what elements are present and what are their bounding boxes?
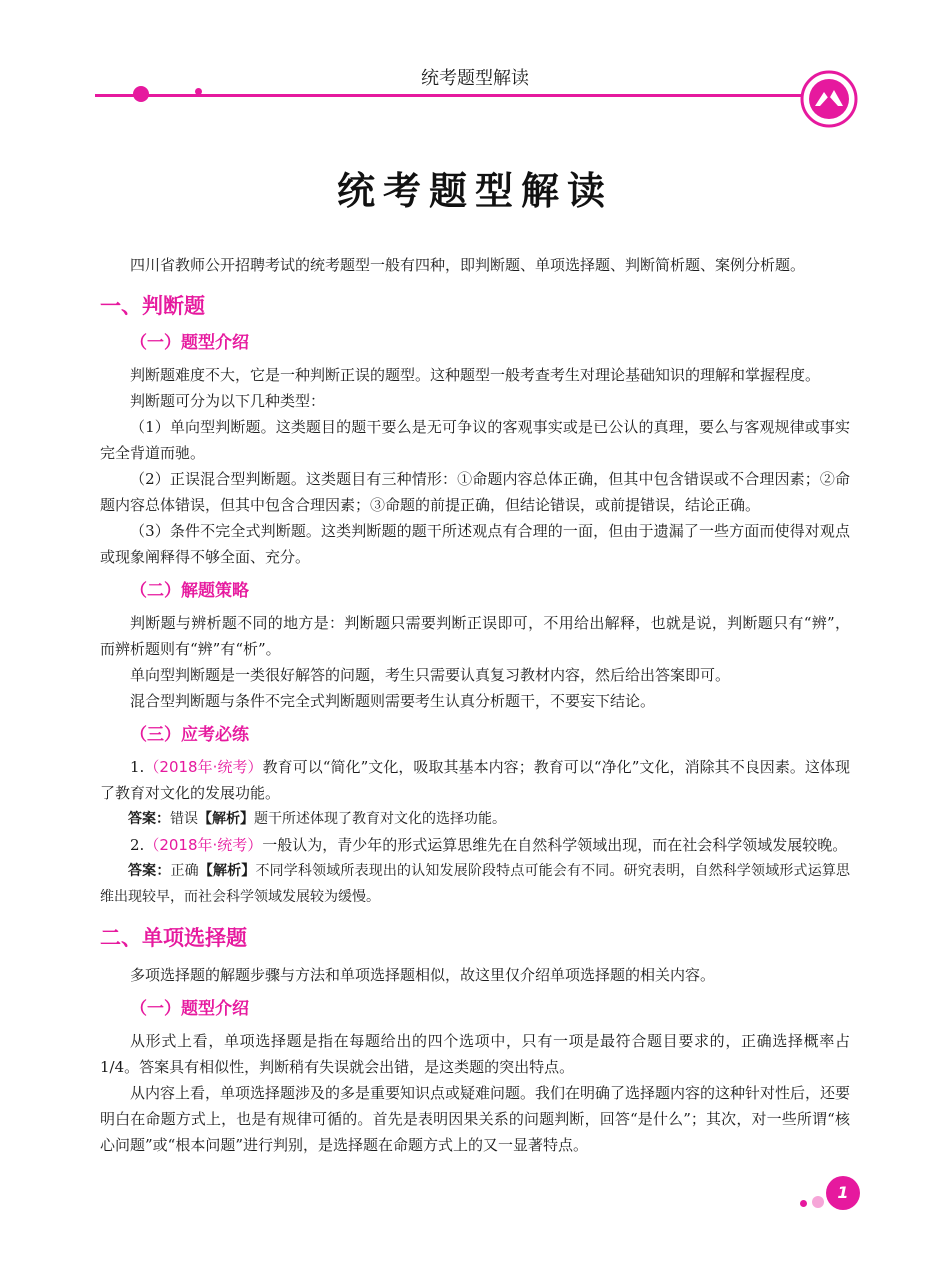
running-header: 统考题型解读 [421, 68, 529, 89]
footer-dot-small [800, 1200, 807, 1207]
paragraph: 判断题难度不大，它是一种判断正误的题型。这种题型一般考查考生对理论基础知识的理解和掌握程度。 [130, 366, 821, 384]
question-number: 2. [130, 836, 145, 854]
analysis-text: 不同学科领域所表现出的认知发展阶段特点可能会有不同。研究表明，自然科学领域形式运算思维出现较早，而社会科学领域发展较为缓慢。 [100, 863, 851, 905]
question-number: 1. [130, 758, 145, 776]
subheading-strategy: （二）解题策略 [130, 581, 249, 601]
paragraph: 从内容上看，单项选择题涉及的多是重要知识点或疑难问题。我们在明确了选择题内容的这种针对性后，还要明白在命题方式上，也是有规律可循的。首先是表明因果关系的问题判断，回答“是什么”；其次，对一些所谓“核心问题”或“根本问题”进行判别，是选择题在命题方式上的又一显著特点。 [100, 1084, 851, 1154]
paragraph: 混合型判断题与条件不完全式判断题则需要考生认真分析题干，不要妄下结论。 [130, 692, 656, 710]
analysis-text: 题干所述体现了教育对文化的选择功能。 [254, 811, 506, 827]
answer-value: 错误 [170, 811, 198, 827]
answer-value: 正确 [170, 863, 199, 879]
question-1 [100, 754, 850, 806]
paragraph: （3）条件不完全式判断题。这类判断题的题干所述观点有合理的一面，但由于遗漏了一些方面而使得对观点或现象阐释得不够全面、充分。 [100, 522, 850, 566]
subheading-type-intro-2: （一）题型介绍 [130, 999, 249, 1019]
header-rule [95, 94, 805, 97]
header-dot-small [195, 88, 202, 95]
paragraph: （2）正误混合型判断题。这类题目有三种情形：①命题内容总体正确，但其中包含错误或不合理因素；②命题内容总体错误，但其中包含合理因素；③命题的前提正确，但结论错误，或前提错误，结论正确。 [100, 470, 850, 514]
question-source: （2018年·统考） [144, 758, 263, 776]
paragraph: （1）单向型判断题。这类题目的题干要么是无可争议的客观事实或是已公认的真理，要么与客观规律或事实完全背道而驰。 [100, 418, 850, 462]
subheading-type-intro: （一）题型介绍 [130, 333, 249, 353]
section-heading-single-choice: 二、单项选择题 [100, 926, 247, 950]
page-content [100, 252, 850, 1158]
page-title: 统考题型解读 [336, 169, 613, 213]
paragraph: 判断题可分为以下几种类型： [130, 392, 326, 410]
publisher-logo [800, 70, 858, 128]
paragraph: 多项选择题的解题步骤与方法和单项选择题相似，故这里仅介绍单项选择题的相关内容。 [130, 966, 716, 984]
answer-label: 答案： [128, 811, 170, 827]
answer-2 [100, 858, 850, 910]
analysis-label: 【解析】 [198, 811, 254, 827]
question-2 [100, 832, 850, 858]
footer-dot-mid [812, 1196, 824, 1208]
question-text: 教育可以“简化”文化，吸取其基本内容；教育可以“净化”文化，消除其不良因素。这体现了教育对文化的发展功能。 [100, 758, 850, 802]
paragraph: 从形式上看，单项选择题是指在每题给出的四个选项中，只有一项是最符合题目要求的，正确选择概率占1/4。答案具有相似性，判断稍有失误就会出错，是这类题的突出特点。 [100, 1032, 850, 1076]
intro-paragraph: 四川省教师公开招聘考试的统考题型一般有四种，即判断题、单项选择题、判断简析题、案例分析题。 [130, 256, 806, 274]
page-number: 1 [826, 1176, 860, 1210]
paragraph: 判断题与辨析题不同的地方是：判断题只需要判断正误即可，不用给出解释，也就是说，判断题只有“辨”，而辨析题则有“辨”有“析”。 [100, 614, 850, 658]
paragraph: 单向型判断题是一类很好解答的问题，考生只需要认真复习教材内容，然后给出答案即可。 [130, 666, 731, 684]
question-source: （2018年·统考） [144, 836, 263, 854]
section-heading-judgment: 一、判断题 [100, 294, 205, 318]
answer-label: 答案： [128, 863, 171, 879]
question-text: 一般认为，青少年的形式运算思维先在自然科学领域出现，而在社会科学领域发展较晚。 [262, 836, 848, 854]
analysis-label: 【解析】 [198, 863, 256, 879]
answer-1 [100, 806, 850, 832]
subheading-practice: （三）应考必练 [130, 725, 249, 745]
header-dot-large [133, 86, 149, 102]
